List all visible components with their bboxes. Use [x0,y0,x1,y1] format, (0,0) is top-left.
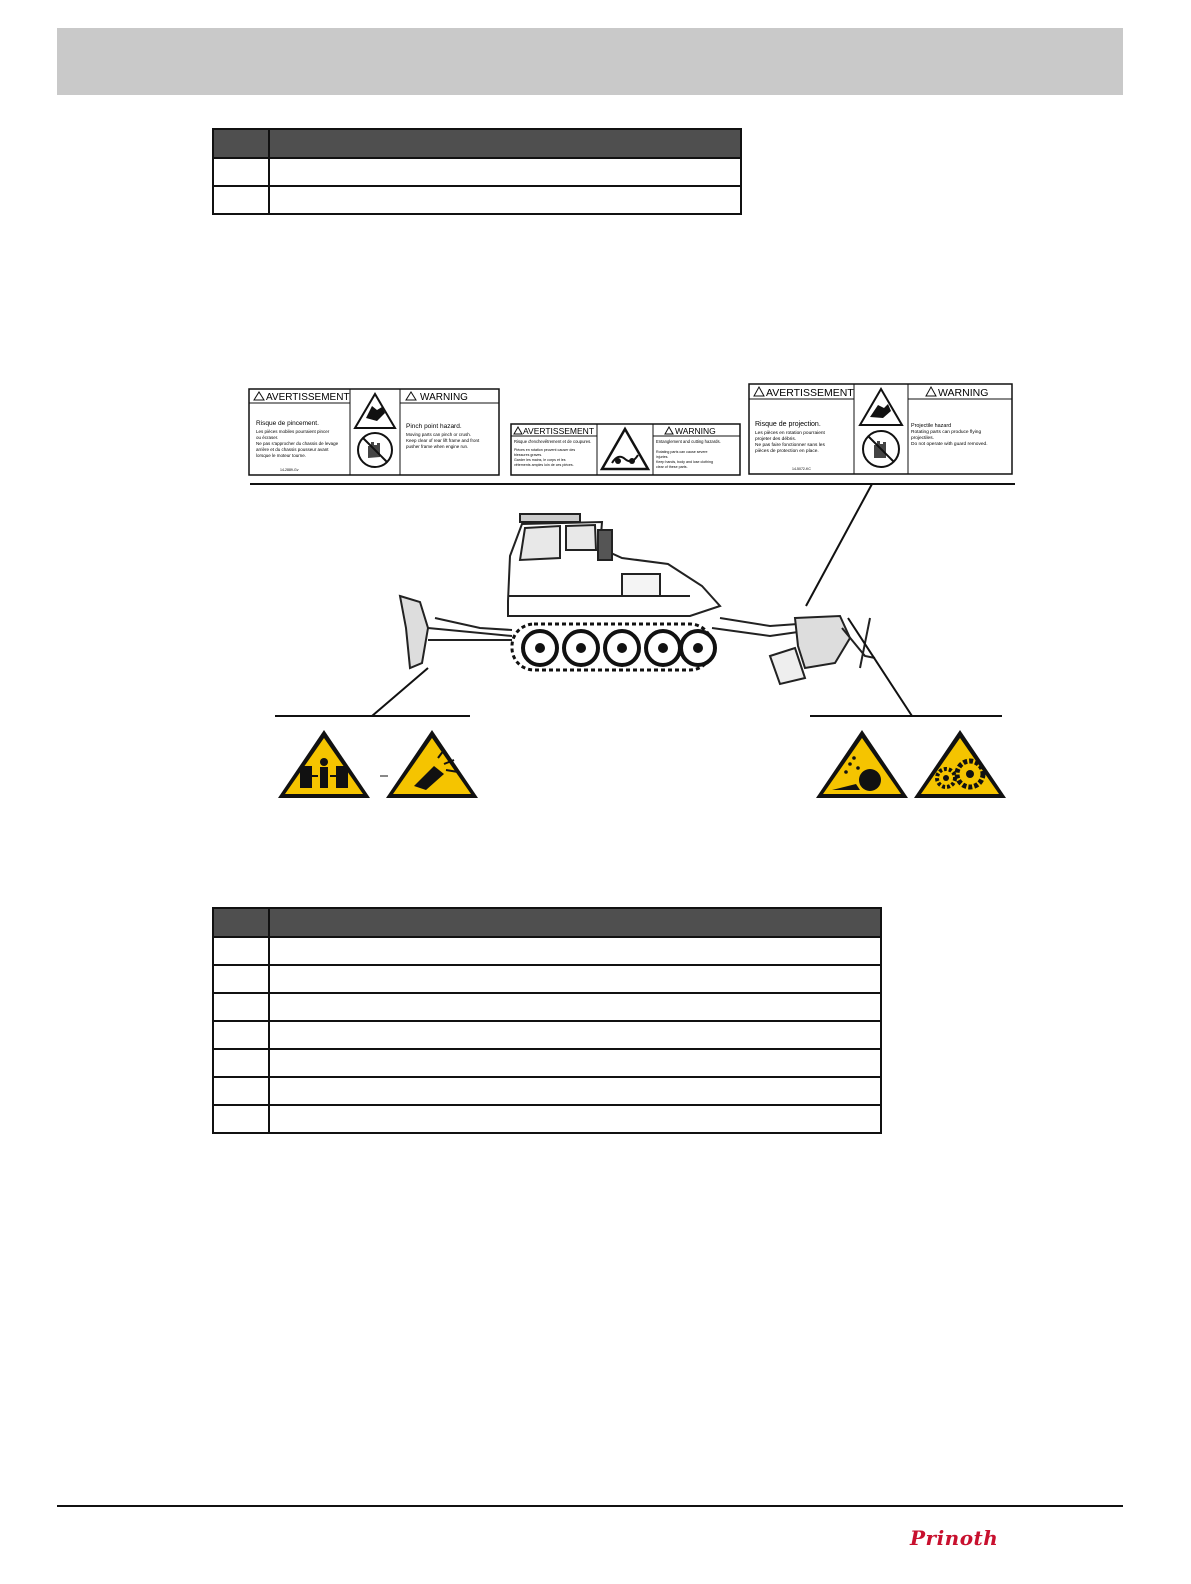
svg-text:Moving parts can pinch or crus: Moving parts can pinch or crush. [406,432,472,437]
snow-groomer-illustration [250,478,1020,808]
svg-text:Ne pas faire fonctionner sans: Ne pas faire fonctionner sans les [755,443,825,448]
table-row [213,993,881,1021]
svg-text:projectiles.: projectiles. [911,436,934,441]
flying-debris-hazard-icon [816,730,908,798]
footer-rule [57,1505,1123,1507]
table-row [213,1049,881,1077]
pressure-jet-hazard-icon [386,730,478,798]
svg-text:injuries.: injuries. [656,455,669,459]
svg-text:Rotating parts can produce fly: Rotating parts can produce flying [911,430,982,435]
rear-tiller [712,616,875,684]
svg-text:lorsque le moteur tourne.: lorsque le moteur tourne. [256,453,307,458]
svg-text:Rotating parts can cause sever: Rotating parts can cause severe [656,450,708,454]
do-not-touch-icon [863,431,899,467]
header-cell-description [269,129,741,158]
decal-left-part-no: 14-2889-Gv [280,468,299,472]
decal-middle-fr-head: AVERTISSEMENT [523,426,595,436]
svg-text:Pièces en rotation peuvent cau: Pièces en rotation peuvent causer des [514,448,576,452]
decal-right-fr-title: Risque de projection. [755,421,821,428]
crush-hazard-icon [278,730,370,798]
bottom-reference-table [212,907,882,1134]
brand-logo: Prinoth [910,1526,999,1550]
decal-left-fr-head: AVERTISSEMENT [266,392,350,403]
svg-text:vêtements amples loin de ces p: vêtements amples loin de ces pièces. [514,463,574,467]
header-cell-no [213,129,269,158]
groomer-cab [508,514,720,616]
decal-right-en-head: WARNING [938,387,989,399]
decal-left-en-title: Pinch point hazard. [406,423,462,430]
decal-middle-en-head: WARNING [675,426,716,436]
svg-text:Les pièces en rotation pourrai: Les pièces en rotation pourraient [755,431,825,436]
svg-text:Keep hands, body and lose clot: Keep hands, body and lose clothing [656,460,713,464]
svg-text:Ne pas s'approcher du chassis: Ne pas s'approcher du chassis de levage [256,441,339,446]
callout-leader-rear [848,618,912,716]
front-blade [400,596,512,668]
callout-leader-front [372,668,428,716]
table-row [213,186,741,214]
do-not-touch-icon [358,433,392,467]
callout-leader-rear-decal [806,484,872,606]
decal-right-fr-head: AVERTISSEMENT [766,387,854,399]
svg-text:clear of these parts.: clear of these parts. [656,465,688,469]
svg-text:Les pièces mobiles pourraient: Les pièces mobiles pourraient pincer [256,429,330,434]
decal-projectile [748,383,1013,475]
decal-right-part-no: 14-5072-KC [792,467,811,471]
svg-text:arrière et du chassis pousseur: arrière et du chassis pousseur avant [256,447,329,452]
rotating-gear-hazard-icon [914,730,1006,798]
decal-right-en-title: Projectile hazard [911,423,952,429]
decal-entanglement [510,423,741,476]
page-header-bar [57,28,1123,95]
svg-text:Do not operate with guard remo: Do not operate with guard removed. [911,442,988,447]
table-row [213,937,881,965]
svg-text:Garder les mains, le corps et: Garder les mains, le corps et les [514,458,566,462]
svg-text:Keep clear of rear lift frame: Keep clear of rear lift frame and front [406,438,480,443]
table-header-row [213,908,881,937]
svg-text:projeter des débris.: projeter des débris. [755,437,797,442]
track-assembly [512,624,715,670]
svg-text:ou écraser.: ou écraser. [256,435,279,440]
decal-left-fr-title: Risque de pincement. [256,420,319,427]
header-cell-no [213,908,269,937]
svg-text:pusher frame when engine run.: pusher frame when engine run. [406,444,469,449]
top-reference-table [212,128,742,215]
table-row [213,1105,881,1133]
table-row [213,1021,881,1049]
table-header-row [213,129,741,158]
svg-text:blessures graves.: blessures graves. [514,453,543,457]
decal-middle-en-title: Entanglement and cutting hazards. [656,439,721,444]
table-row [213,1077,881,1105]
decal-left-en-head: WARNING [420,392,468,403]
table-row [213,158,741,186]
header-cell-description [269,908,881,937]
decal-pinch-point [248,388,500,476]
table-row [213,965,881,993]
decal-middle-fr-title: Risque d'enchevêtrement et de coupures. [514,439,592,444]
svg-text:pièces de protection en place.: pièces de protection en place. [755,449,819,454]
